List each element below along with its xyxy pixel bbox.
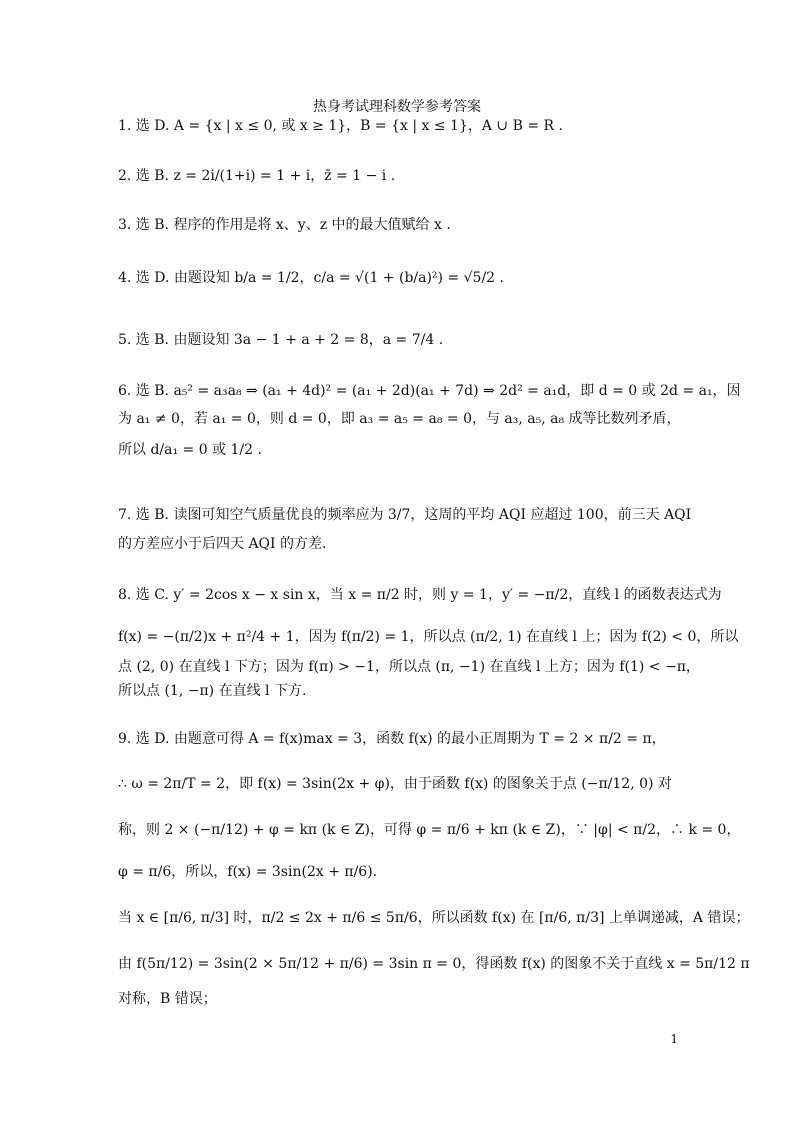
answer-6-line-1: 6. 选 B. a₅² = a₃a₈ ⇒ (a₁ + 4d)² = (a₁ + 2d)(a₁ + 7d) ⇒ 2d² = a₁d，即 d = 0 或 2d = a₁，因 — [118, 383, 741, 399]
answer-3-line: 3. 选 B. 程序的作用是将 x、y、z 中的最大值赋给 x . — [118, 217, 451, 233]
answer-8-line-3: 点 (2, 0) 在直线 l 下方；因为 f(π) > −1，所以点 (π, −1) 在直线 l 上方；因为 f(1) < −π， — [118, 659, 700, 675]
answer-5-line: 5. 选 B. 由题设知 3a − 1 + a + 2 = 8，a = 7/4 . — [118, 332, 444, 348]
answer-9-line-7: 对称，B 错误； — [118, 991, 217, 1007]
page-number: 1 — [670, 1032, 678, 1046]
answer-6-line-3: 所以 d/a₁ = 0 或 1/2 . — [118, 442, 262, 458]
answer-8-line-1: 8. 选 C. y′ = 2cos x − x sin x，当 x = π/2 时，则 y = 1，y′ = −π/2，直线 l 的函数表达式为 — [118, 587, 722, 603]
answer-9-line-3: 称，则 2 × (−π/12) + φ = kπ (k ∈ Z)，可得 φ = π/6 + kπ (k ∈ Z)，∵ |φ| < π/2，∴ k = 0， — [118, 822, 741, 838]
answer-7-line-2: 的方差应小于后四天 AQI 的方差. — [118, 536, 327, 552]
answer-9-line-1: 9. 选 D. 由题意可得 A = f(x)max = 3，函数 f(x) 的最小正周期为 T = 2 × π/2 = π， — [118, 731, 666, 747]
answer-4-line: 4. 选 D. 由题设知 b/a = 1/2，c/a = √(1 + (b/a)²) = √5/2 . — [118, 270, 504, 286]
answer-8-line-2: f(x) = −(π/2)x + π²/4 + 1，因为 f(π/2) = 1，所以点 (π/2, 1) 在直线 l 上；因为 f(2) < 0，所以 — [118, 629, 739, 645]
answer-9-line-4: φ = π/6，所以，f(x) = 3sin(2x + π/6). — [118, 864, 378, 880]
answer-9-line-5: 当 x ∈ [π/6, π/3] 时，π/2 ≤ 2x + π/6 ≤ 5π/6，所以函数 f(x) 在 [π/6, π/3] 上单调递减，A 错误； — [118, 910, 750, 926]
page-title: 热身考试理科数学参考答案 — [313, 99, 481, 115]
answer-9-line-6: 由 f(5π/12) = 3sin(2 × 5π/12 + π/6) = 3sin π = 0，得函数 f(x) 的图象不关于直线 x = 5π/12 π — [118, 956, 750, 972]
answer-8-line-4: 所以点 (1, −π) 在直线 l 下方. — [118, 683, 307, 699]
answer-1-line: 1. 选 D. A = {x | x ≤ 0, 或 x ≥ 1}，B = {x | x ≤ 1}，A ∪ B = R . — [118, 118, 563, 134]
answer-6-line-2: 为 a₁ ≠ 0，若 a₁ = 0，则 d = 0，即 a₃ = a₅ = a₈ = 0，与 a₃, a₅, a₈ 成等比数列矛盾， — [118, 411, 681, 427]
answer-7-line-1: 7. 选 B. 读图可知空气质量优良的频率应为 3/7，这周的平均 AQI 应超过 100，前三天 AQI — [118, 507, 692, 523]
answer-2-line: 2. 选 B. z = 2i/(1+i) = 1 + i，z̄ = 1 − i . — [118, 168, 396, 184]
answer-9-line-2: ∴ ω = 2π/T = 2，即 f(x) = 3sin(2x + φ)，由于函数 f(x) 的图象关于点 (−π/12, 0) 对 — [118, 776, 672, 792]
